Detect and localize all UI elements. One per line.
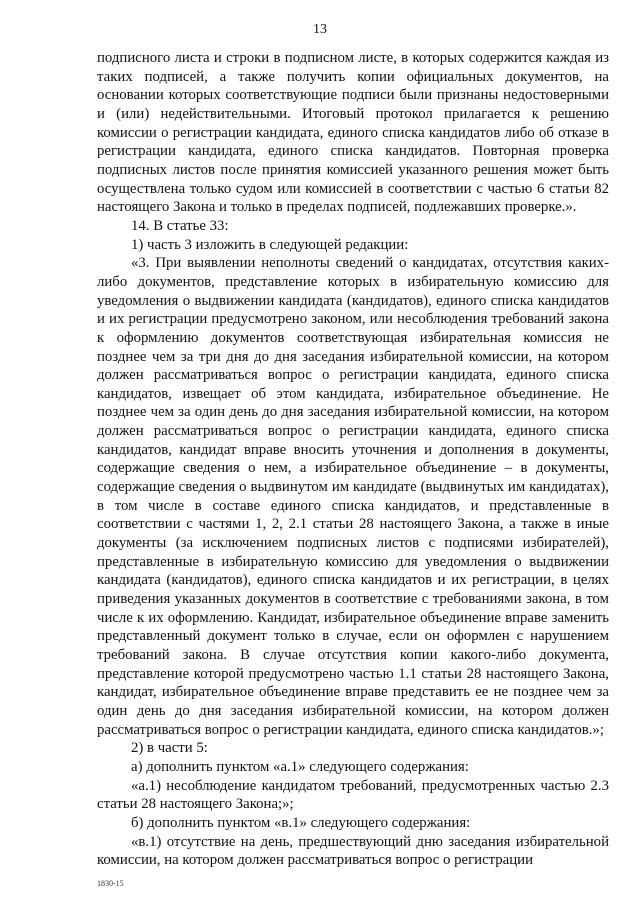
paragraph: 1) часть 3 изложить в следующей редакции: [131,236,409,253]
paragraph: «а.1) несоблюдение кандидатом требований, предусмотренных частью 2.3 статьи 28 настоящего Закона;»; [97,777,609,813]
paragraph: подписного листа и строки в подписном листе, в которых содержится каждая из таких подписей, а также получить копии официальных документов, на основании которых соответствующие подписи были признаны недостоверными и (или) недействительными. Итоговый протокол прилагается к решению комиссии о регистрации кандидата, единого списка кандидатов либо об отказе в регистрации кандидата, единого списка кандидатов. Повторная проверка подписных листов после принятия комиссией указанного решения может быть осуществлена только судом или комиссией в соответствии с частью 6 статьи 82 настоящего Закона и только в пределах подписей, подлежавших проверке.». [97,50,609,216]
paragraph: а) дополнить пунктом «а.1» следующего содержания: [131,758,469,775]
paragraph: 14. В статье 33: [131,217,229,234]
paragraph: «в.1) отсутствие на день, предшествующий дню заседания избирательной комиссии, на котором должен рассматриваться вопрос о регистрации [97,833,609,869]
page-number: 13 [313,22,327,37]
document-body [97,49,609,870]
paragraph: «3. При выявлении неполноты сведений о кандидатах, отсутствия каких-либо документов, представление которых в избирательную комиссию для уведомления о выдвижении кандидата (кандидатов), единого списка кандидатов и их регистрации предусмотрено законом, или несоблюдения требований закона к оформлению документов соответствующая избирательная комиссия не позднее чем за три дня до дня заседания избирательной комиссии, на котором должен рассматриваться вопрос о регистрации кандидата, единого списка кандидатов, извещает об этом кандидата, избирательное объединение. Не позднее чем за один день до дня заседания избирательной комиссии, на котором должен рассматриваться вопрос о регистрации кандидата, единого списка кандидатов, кандидат вправе вносить уточнения и дополнения в документы, содержащие сведения о нем, а избирательное объединение – в документы, содержащие сведения о выдвинутом им кандидате (выдвинутых им кандидатах), в том числе в составе единого списка кандидатов, и представленные в соответствии с частями 1, 2, 2.1 статьи 28 настоящего Закона, а также в иные документы (за исключением подписных листов с подписями избирателей), представленные в избирательную комиссию для уведомления о выдвижении кандидата (кандидатов), единого списка кандидатов и их регистрации, в целях приведения указанных документов в соответствие с требованиями закона, в том числе к их оформлению. Кандидат, избирательное объединение вправе заменить представленный документ только в случае, если он оформлен с нарушением требований закона. В случае отсутствия копии какого-либо документа, представление которой предусмотрено частью 1.1 статьи 28 настоящего Закона, кандидат, избирательное объединение вправе представить ее не позднее чем за один день до дня заседания избирательной комиссии, на котором должен рассматриваться вопрос о регистрации кандидата, единого списка кандидатов.»; [97,255,609,738]
paragraph: б) дополнить пунктом «в.1» следующего содержания: [131,814,471,831]
footer-code: 1830-15 [97,879,124,888]
paragraph: 2) в части 5: [131,740,208,757]
